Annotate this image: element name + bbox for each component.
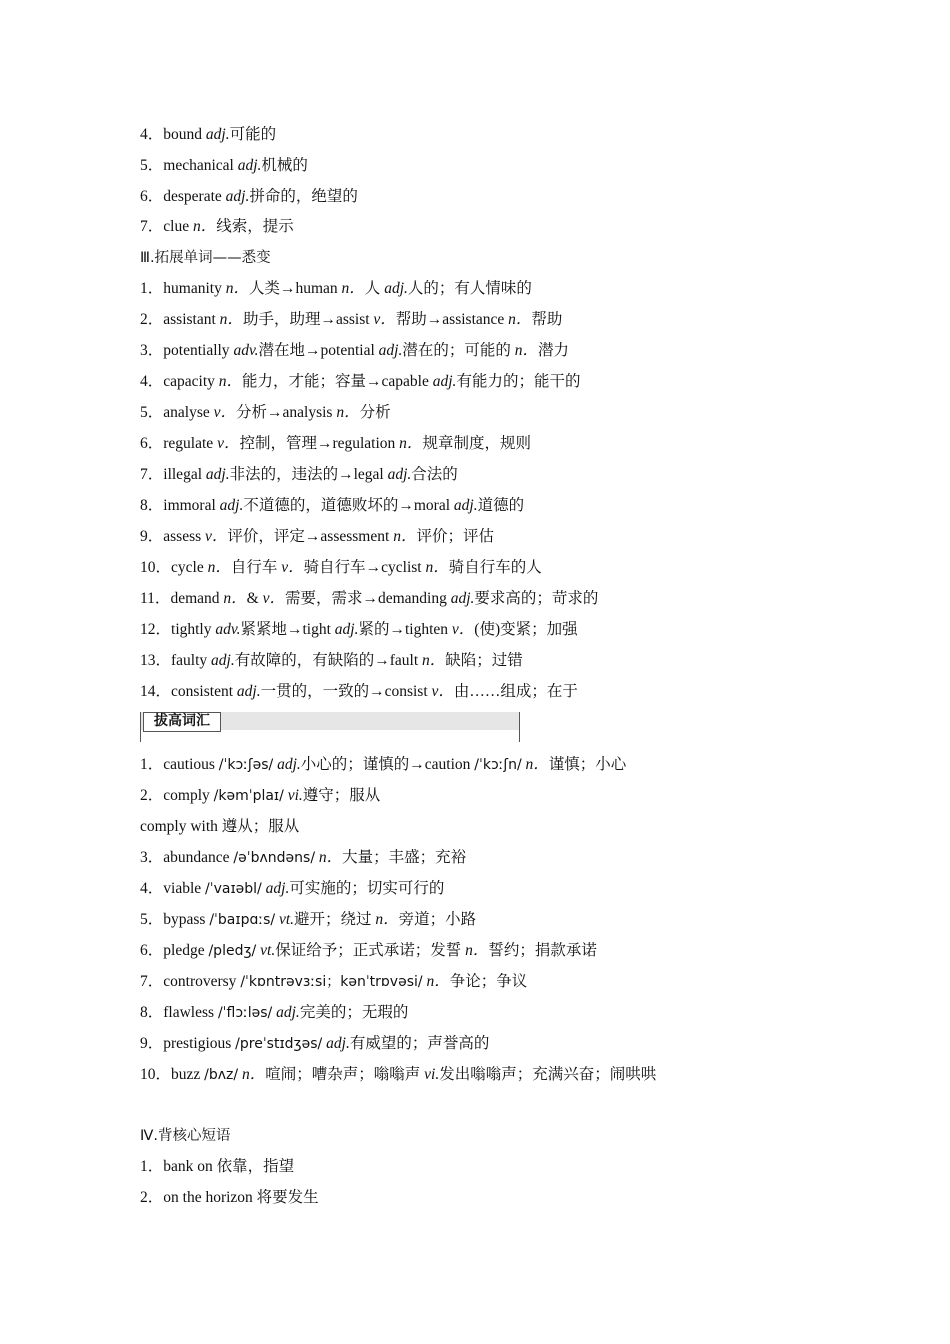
vocab-item: 4．viable /ˈvaɪəbl/ adj.可实施的；切实可行的	[140, 880, 445, 897]
vocab-item: 7．illegal adj.非法的，违法的→legal adj.合法的	[140, 466, 458, 483]
vocab-item: 12．tightly adv.紧紧地→tight adj.紧的→tighten v．(使)变紧；加强	[140, 621, 578, 638]
phrase-item: 1．bank on 依靠，指望	[140, 1158, 295, 1175]
vocab-item: 7．clue n．线索，提示	[140, 218, 294, 235]
vocab-item: 7．controversy /ˈkɒntrəvɜːsi；kənˈtrɒvəsi/ n．争论；争议	[140, 973, 528, 990]
vocab-item: 5．analyse v．分析→analysis n．分析	[140, 404, 391, 421]
vocab-item: 6．regulate v．控制，管理→regulation n．规章制度，规则	[140, 435, 531, 452]
vocab-item: 2．comply /kəmˈplaɪ/ vi.遵守；服从	[140, 787, 381, 804]
vocab-item: 6．desperate adj.拼命的，绝望的	[140, 188, 358, 205]
vocab-item: 5．mechanical adj.机械的	[140, 157, 308, 174]
vocab-item: 4．capacity n．能力，才能；容量→capable adj.有能力的；能干的	[140, 373, 581, 390]
vocab-item: 8．flawless /ˈflɔːləs/ adj.完美的；无瑕的	[140, 1004, 409, 1021]
section-heading: Ⅲ.拓展单词——悉变	[140, 250, 271, 266]
vocab-item: 10．cycle n．自行车 v．骑自行车→cyclist n．骑自行车的人	[140, 559, 542, 576]
vocab-item: comply with 遵从；服从	[140, 818, 300, 835]
vocab-item: 1．humanity n．人类→human n．人 adj.人的；有人情味的	[140, 280, 532, 297]
vocab-item: 3．abundance /əˈbʌndəns/ n．大量；丰盛；充裕	[140, 849, 467, 866]
vocab-item: 9．assess v．评价，评定→assessment n．评价；评估	[140, 528, 494, 545]
vocab-item: 6．pledge /pledʒ/ vt.保证给予；正式承诺；发誓 n．誓约；捐款承诺	[140, 942, 597, 959]
vocab-item: 3．potentially adv.潜在地→potential adj.潜在的；可能的 n．潜力	[140, 342, 570, 359]
phrase-item: 2．on the horizon 将要发生	[140, 1189, 319, 1206]
advanced-vocab-label-box	[140, 712, 520, 742]
vocab-item: 9．prestigious /preˈstɪdʒəs/ adj.有威望的；声誉高的	[140, 1035, 490, 1052]
vocab-item: 13．faulty adj.有故障的，有缺陷的→fault n．缺陷；过错	[140, 652, 523, 669]
vocab-item: 5．bypass /ˈbaɪpɑːs/ vt.避开；绕过 n．旁道；小路	[140, 911, 477, 928]
vocab-item: 8．immoral adj.不道德的，道德败坏的→moral adj.道德的	[140, 497, 525, 514]
vocab-item: 11．demand n．& v．需要，需求→demanding adj.要求高的；苛求的	[140, 590, 599, 607]
vocab-item: 4．bound adj.可能的	[140, 126, 277, 143]
advanced-vocab-label: 拔高词汇	[143, 712, 221, 732]
vocab-item: 2．assistant n．助手，助理→assist v．帮助→assistance n．帮助	[140, 311, 563, 328]
vocab-item: 14．consistent adj.一贯的，一致的→consist v．由……组成；在于	[140, 683, 578, 700]
vocab-item: 1．cautious /ˈkɔːʃəs/ adj.小心的；谨慎的→caution /ˈkɔːʃn/ n．谨慎；小心	[140, 756, 627, 773]
section-heading: Ⅳ.背核心短语	[140, 1128, 231, 1144]
vocab-item: 10．buzz /bʌz/ n．喧闹；嘈杂声；嗡嗡声 vi.发出嗡嗡声；充满兴奋；闹哄哄	[140, 1066, 657, 1083]
